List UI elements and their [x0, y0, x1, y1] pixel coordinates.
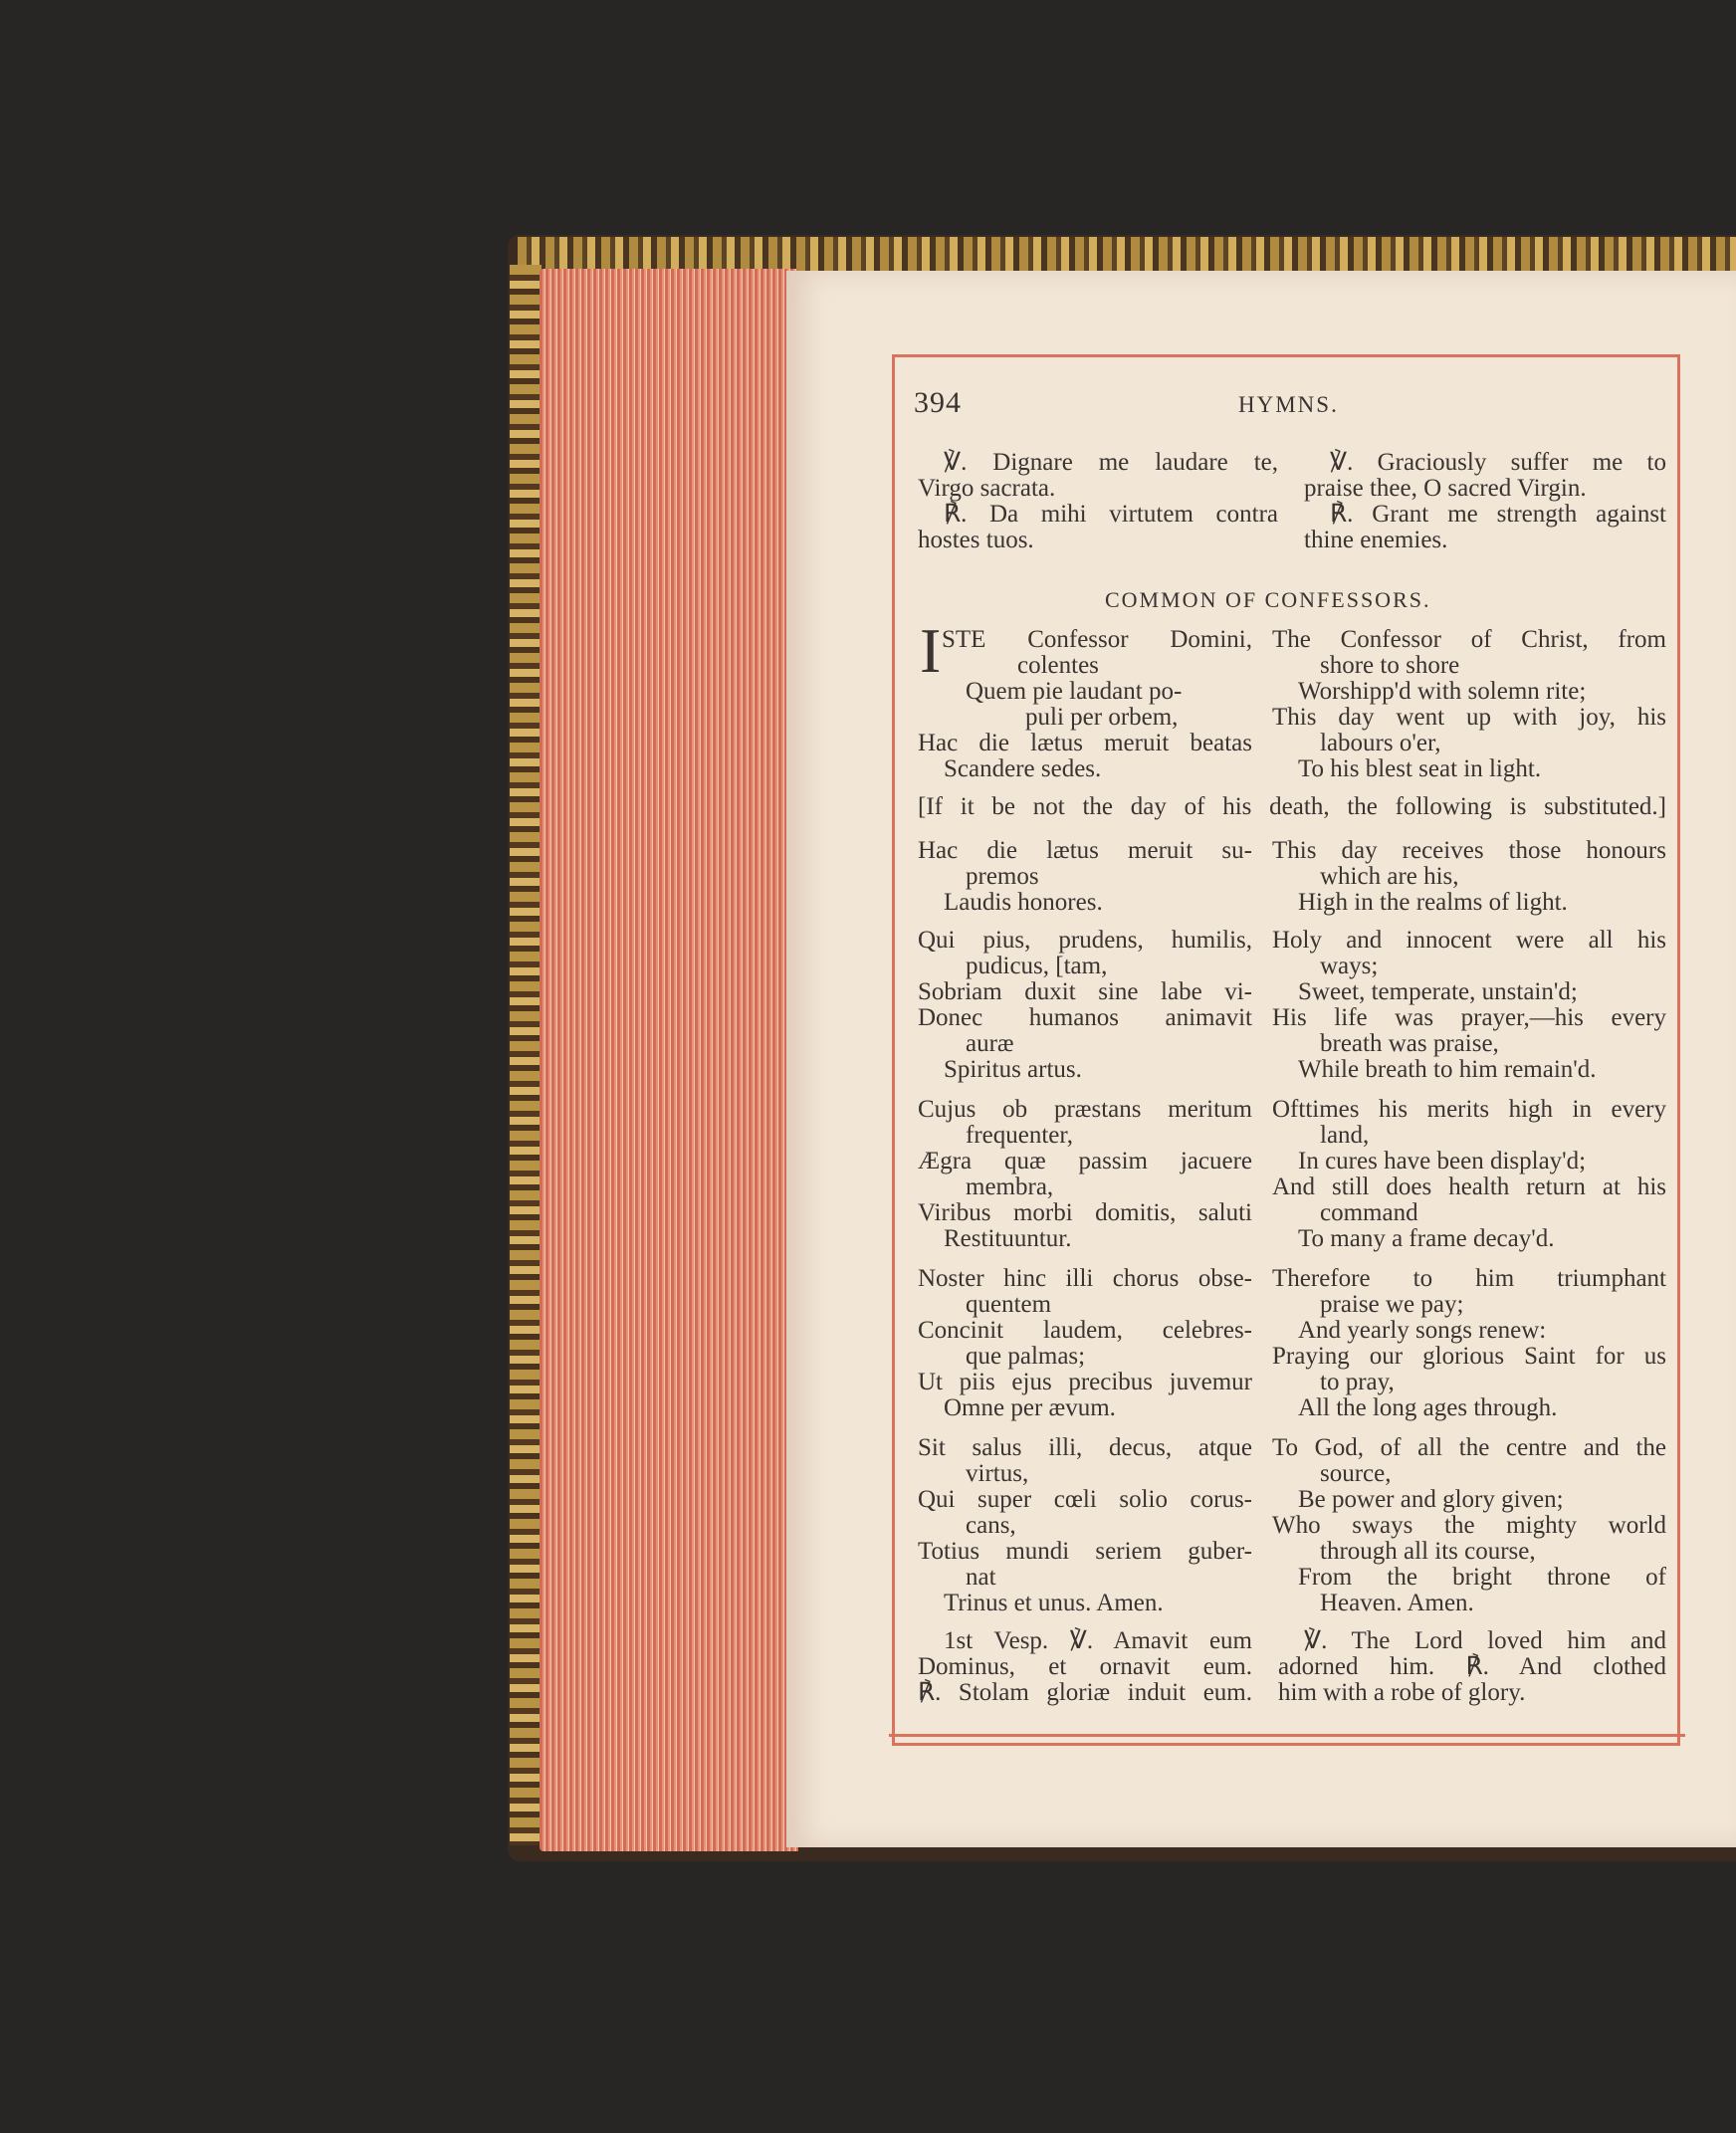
stanza-latin-line: Totius mundi seriem guber-	[918, 1538, 1252, 1565]
stanza-latin-line: Hac die lætus meruit su-	[918, 837, 1252, 864]
stanza-latin-line: pudicus, [tam,	[966, 953, 1108, 979]
stanza-english-line: Ofttimes his merits high in every	[1272, 1096, 1666, 1123]
stanza-english-line: Who sways the mighty world	[1272, 1512, 1666, 1539]
stanza-latin-line: Sobriam duxit sine labe vi-	[918, 978, 1252, 1005]
stanza-latin-line: Qui super cœli solio corus-	[918, 1486, 1252, 1513]
closing-english	[1278, 1628, 1666, 1706]
stanza-latin-line: Laudis honores.	[944, 889, 1103, 916]
stanza-latin-line: Noster hinc illi chorus obse-	[918, 1265, 1252, 1292]
intro-latin-line: hostes tuos.	[918, 527, 1034, 553]
stanza1-english	[1272, 627, 1666, 782]
stanza2-latin	[918, 838, 1252, 916]
stanza-latin-line: Ut piis ejus precibus juvemur	[918, 1369, 1252, 1395]
stanza-english-line: From the bright throne of	[1298, 1564, 1666, 1591]
stanza-english-line: Therefore to him triumphant	[1272, 1265, 1666, 1292]
stanza-english-line: This day receives those honours	[1272, 837, 1666, 864]
closing-english-line: adorned him. ℟. And clothed	[1278, 1653, 1666, 1680]
intro-latin-line: Virgo sacrata.	[918, 475, 1056, 502]
stanza-english-line: Holy and innocent were all his	[1272, 927, 1666, 954]
intro-latin	[918, 450, 1278, 553]
stanza-latin-line: Qui pius, prudens, humilis,	[918, 927, 1252, 954]
intro-latin-line: ℟. Da mihi virtutem contra	[944, 501, 1278, 528]
stanza-latin-line: premos	[966, 863, 1039, 890]
stanza-latin-line: cans,	[966, 1512, 1016, 1539]
rubric-text: [If it be not the day of his death, the following is substituted.]	[918, 793, 1666, 820]
stanza-latin-line: virtus,	[966, 1460, 1029, 1487]
stanza-english-line: And still does health return at his	[1272, 1173, 1666, 1200]
stanza-latin-line: Concinit laudem, celebres-	[918, 1317, 1252, 1344]
closing-english-line: him with a robe of glory.	[1278, 1679, 1526, 1706]
stanza-latin-line: Trinus et unus. Amen.	[944, 1590, 1164, 1616]
gilt-edge-left	[510, 265, 542, 1845]
stanza1-latin-first	[942, 627, 1252, 653]
stanza-english-line: which are his,	[1320, 863, 1459, 890]
closing-english-line: ℣. The Lord loved him and	[1304, 1627, 1666, 1654]
stanza-english-line: Be power and glory given;	[1298, 1486, 1564, 1513]
rubric	[918, 794, 1666, 820]
closing-latin	[918, 1628, 1252, 1706]
stanza4-latin	[918, 1097, 1252, 1252]
stanza-latin-line: Donec humanos animavit	[918, 1004, 1252, 1031]
stanza-english-line: High in the realms of light.	[1298, 889, 1568, 916]
stanza1-english-line: The Confessor of Christ, from	[1272, 626, 1666, 653]
stanza-english-line: And yearly songs renew:	[1298, 1317, 1547, 1344]
stanza-english-line: In cures have been display'd;	[1298, 1148, 1587, 1174]
stanza5-english	[1272, 1266, 1666, 1421]
stanza-latin-line: Sit salus illi, decus, atque	[918, 1434, 1252, 1461]
closing-latin-line: 1st Vesp. ℣. Amavit eum	[944, 1627, 1252, 1654]
stanza1-english-line: Worshipp'd with solemn rite;	[1298, 678, 1587, 705]
stanza-english-line: command	[1320, 1199, 1418, 1226]
stanza-english-line: To many a frame decay'd.	[1298, 1225, 1555, 1252]
stanza-english-line: His life was prayer,—his every	[1272, 1004, 1666, 1031]
stanza-latin-line: auræ	[966, 1030, 1014, 1057]
stanza-latin-line: Viribus morbi domitis, saluti	[918, 1199, 1252, 1226]
intro-english-line: thine enemies.	[1304, 527, 1448, 553]
intro-latin-line: ℣. Dignare me laudare te,	[944, 449, 1278, 476]
stanza1-english-line: shore to shore	[1320, 652, 1460, 679]
stanza1-latin-line: Hac die lætus meruit beatas	[918, 730, 1252, 756]
stanza-latin-line: Spiritus artus.	[944, 1056, 1082, 1083]
intro-english-line: ℟. Grant me strength against	[1330, 501, 1666, 528]
closing-latin-line: Dominus, et ornavit eum.	[918, 1653, 1252, 1680]
stanza-latin-line: Ægra quæ passim jacuere	[918, 1148, 1252, 1174]
stanza1-latin-line: Scandere sedes.	[944, 755, 1102, 782]
stanza-english-line: ways;	[1320, 953, 1379, 979]
stanza-english-line: Heaven. Amen.	[1320, 1590, 1474, 1616]
stanza-english-line: All the long ages through.	[1298, 1394, 1558, 1421]
stanza1-english-line: labours o'er,	[1320, 730, 1441, 756]
stanza-english-line: Sweet, temperate, unstain'd;	[1298, 978, 1578, 1005]
closing-latin-line: ℟. Stolam gloriæ induit eum.	[918, 1679, 1252, 1706]
stanza-latin-line: Restituuntur.	[944, 1225, 1072, 1252]
gilt-edge-top	[518, 237, 1736, 273]
page-border-rule	[889, 1734, 1685, 1737]
stanza3-latin	[918, 928, 1252, 1083]
stanza1-latin	[918, 653, 1252, 782]
page-number: 394	[914, 386, 962, 419]
stanza-latin-line: frequenter,	[966, 1122, 1073, 1149]
running-head: HYMNS.	[1238, 392, 1339, 417]
stanza-latin-line: quentem	[966, 1291, 1052, 1318]
stanza-english-line: land,	[1320, 1122, 1370, 1149]
stanza6-english	[1272, 1435, 1666, 1616]
stanza-english-line: praise we pay;	[1320, 1291, 1464, 1318]
stanza4-english	[1272, 1097, 1666, 1252]
stanza5-latin	[918, 1266, 1252, 1421]
stanza1-latin-line: puli per orbem,	[1025, 704, 1179, 731]
stanza-english-line: breath was praise,	[1320, 1030, 1499, 1057]
stanza-latin-line: nat	[966, 1564, 996, 1591]
stanza-latin-line: membra,	[966, 1173, 1054, 1200]
stanza-latin-line: que palmas;	[966, 1343, 1086, 1370]
stanza-english-line: to pray,	[1320, 1369, 1395, 1395]
stanza1-latin-line: STE Confessor Domini,	[942, 626, 1252, 653]
stanza-latin-line: Cujus ob præstans meritum	[918, 1096, 1252, 1123]
stanza3-english	[1272, 928, 1666, 1083]
stanza-english-line: To God, of all the centre and the	[1272, 1434, 1666, 1461]
stanza1-latin-line: Quem pie laudant po-	[966, 678, 1183, 705]
stanza-english-line: through all its course,	[1320, 1538, 1536, 1565]
stanza6-latin	[918, 1435, 1252, 1616]
section-title: COMMON OF CONFESSORS.	[1105, 587, 1431, 612]
stanza1-english-line: This day went up with joy, his	[1272, 704, 1666, 731]
page-edges	[540, 269, 798, 1851]
stanza-english-line: Praying our glorious Saint for us	[1272, 1343, 1666, 1370]
stanza-english-line: While breath to him remain'd.	[1298, 1056, 1597, 1083]
intro-english	[1304, 450, 1666, 553]
stanza2-english	[1272, 838, 1666, 916]
stanza1-latin-line: colentes	[1017, 652, 1099, 679]
stanza-latin-line: Omne per ævum.	[944, 1394, 1116, 1421]
stanza1-english-line: To his blest seat in light.	[1298, 755, 1542, 782]
stanza-english-line: source,	[1320, 1460, 1392, 1487]
intro-english-line: ℣. Graciously suffer me to	[1330, 449, 1666, 476]
intro-english-line: praise thee, O sacred Virgin.	[1304, 475, 1587, 502]
drop-cap: I	[920, 615, 942, 686]
